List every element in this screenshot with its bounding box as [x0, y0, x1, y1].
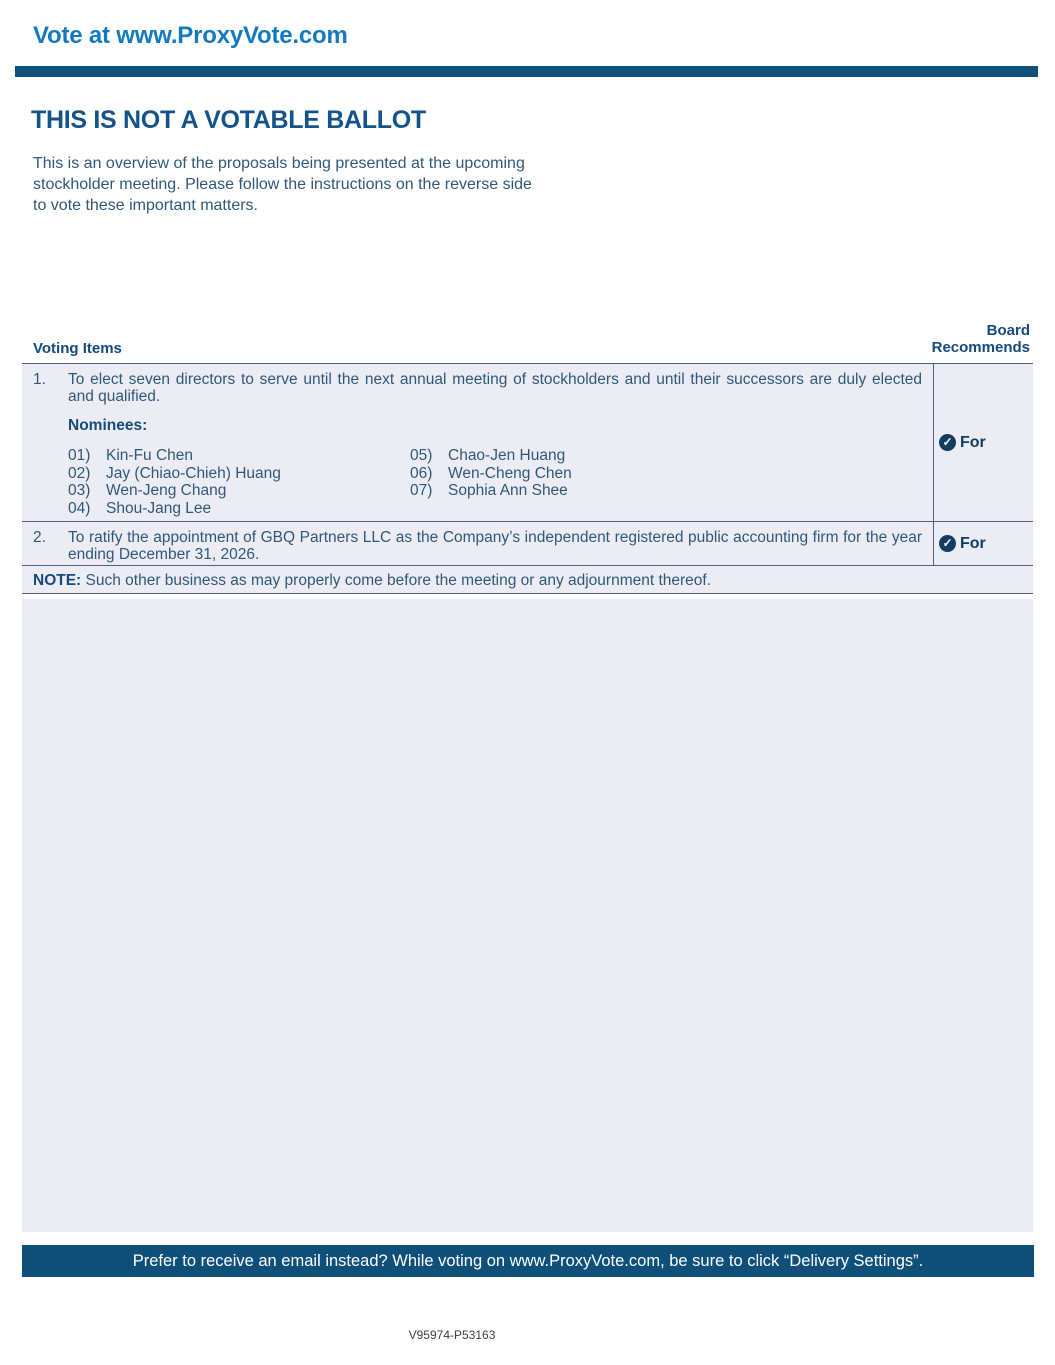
intro-paragraph: This is an overview of the proposals being presented at the upcoming stockholder meeting. Please follow the instructions on the reverse side to vote these important matters.	[33, 155, 532, 214]
voting-item-row-2	[22, 521, 1033, 565]
nominee-name: Sophia Ann Shee	[448, 482, 568, 499]
nominee-number: 03)	[68, 482, 91, 499]
footer-banner: Prefer to receive an email instead? While voting on www.ProxyVote.com, be sure to click “Delivery Settings”.	[22, 1245, 1034, 1277]
item-number: 2.	[33, 529, 46, 546]
item-number: 1.	[33, 371, 46, 388]
voting-items-table	[22, 363, 1033, 594]
board-recommendation-cell	[933, 522, 1033, 565]
recommendation-label: For	[960, 433, 986, 451]
not-votable-heading: THIS IS NOT A VOTABLE BALLOT	[31, 106, 426, 134]
nominee-item	[68, 500, 410, 518]
item-text: To elect seven directors to serve until the next annual meeting of stockholders and until their successors are duly elected and qualified.	[68, 371, 922, 405]
header-rule	[15, 66, 1038, 77]
page-title: Vote at www.ProxyVote.com	[33, 22, 348, 49]
nominee-number: 06)	[410, 464, 433, 482]
nominee-number: 07)	[410, 482, 433, 499]
nominee-item	[68, 482, 410, 500]
voting-item-2-content	[22, 522, 933, 565]
nominee-number: 02)	[68, 464, 91, 482]
note-row	[22, 565, 1033, 594]
voting-items-header: Voting Items	[33, 340, 122, 357]
nominee-name: Wen-Cheng Chen	[448, 464, 572, 482]
board-recommends-header	[932, 322, 1030, 356]
nominee-name: Wen-Jeng Chang	[106, 482, 227, 499]
nominees-column-2	[410, 447, 572, 517]
board-recommends-line1: Board	[986, 322, 1030, 339]
nominee-number: 05)	[410, 447, 433, 464]
board-recommends-line2: Recommends	[931, 339, 1030, 356]
board-recommendation-cell	[933, 364, 1033, 521]
nominee-item	[68, 447, 410, 465]
nominee-item	[410, 447, 572, 465]
nominee-number: 01)	[68, 447, 91, 464]
recommendation-label: For	[960, 534, 986, 552]
check-circle-icon: ✓	[939, 535, 956, 552]
nominees-list	[68, 447, 922, 517]
check-circle-icon: ✓	[939, 434, 956, 451]
voting-item-1-content	[22, 364, 933, 521]
note-label: NOTE:	[33, 572, 82, 589]
document-code: V95974-P53163	[408, 1328, 496, 1342]
item-text: To ratify the appointment of GBQ Partners LLC as the Company’s independent registered public accounting firm for the year ending December 31, 2026.	[68, 529, 922, 563]
nominees-column-1	[68, 447, 410, 517]
nominees-label: Nominees:	[68, 417, 148, 434]
nominee-item	[68, 465, 410, 483]
nominee-item	[410, 465, 572, 483]
nominee-item	[410, 482, 572, 500]
nominee-name: Shou-Jang Lee	[106, 499, 212, 517]
empty-ballot-area	[22, 599, 1033, 1232]
nominee-name: Jay (Chiao-Chieh) Huang	[106, 464, 281, 482]
note-text: Such other business as may properly come before the meeting or any adjournment thereof.	[81, 572, 712, 589]
nominee-name: Kin-Fu Chen	[106, 447, 194, 464]
nominee-name: Chao-Jen Huang	[448, 447, 566, 464]
nominee-number: 04)	[68, 499, 91, 517]
voting-item-row-1	[22, 363, 1033, 521]
